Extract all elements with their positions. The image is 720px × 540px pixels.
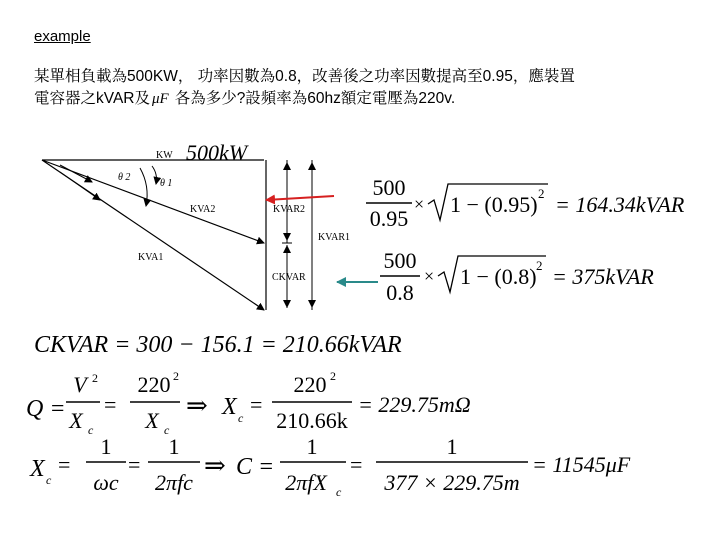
small-arrow-1 (60, 165, 92, 182)
eq1-denominator: 0.95 (369, 206, 409, 231)
eq4-f1-num: V (73, 372, 87, 397)
eq5-f1-den: ωc (93, 470, 119, 495)
eq1-numerator: 500 (372, 175, 406, 200)
equation-ckvar: CKVAR = 300 − 156.1 = 210.66kVAR (34, 332, 402, 358)
eq2-denominator: 0.8 (386, 280, 414, 305)
eq5-implies: ⇒ (204, 451, 226, 480)
eq4-f1-sub: c (88, 423, 94, 437)
microfarad-symbol: μF (151, 91, 169, 107)
kvar1-label: KVAR1 (318, 232, 351, 243)
eq4-eq-a: = (104, 392, 117, 417)
eq5-f2-den: 2πfc (155, 470, 193, 495)
eq4-implies: ⇒ (186, 391, 208, 420)
eq4-f3-den: 210.66k (276, 408, 348, 433)
eq5-xc-sub: c (46, 473, 52, 487)
eq4-f2-sub: c (164, 423, 170, 437)
ckvar-label: CKVAR (272, 272, 306, 283)
eq2-result: = 375kVAR (552, 264, 654, 289)
eq2-exponent: 2 (536, 258, 543, 273)
eq4-eq-b: = (250, 392, 263, 417)
eq5-f4-num: 1 (446, 434, 458, 459)
eq4-f3-exp: 2 (330, 369, 336, 383)
eq5-f1-num: 1 (100, 434, 112, 459)
eq1-radicand: 1 − (0.95) (450, 192, 538, 217)
eq5-eq-a: = (58, 452, 71, 477)
theta1-label: θ 1 (160, 178, 173, 189)
eq4-f2-den: X (145, 408, 159, 433)
theta2-label: θ 2 (118, 172, 131, 183)
eq2-radicand: 1 − (0.8) (460, 264, 537, 289)
theta1-arc (152, 166, 157, 184)
eq1-exponent: 2 (538, 186, 545, 201)
eq5-f2-num: 1 (168, 434, 180, 459)
kw-value: 500kW (186, 140, 248, 165)
kva1-label: KVA1 (138, 252, 164, 263)
eq5-result: = 11545μF (532, 452, 631, 477)
eq2-times: × (424, 266, 435, 286)
small-arrow-2 (60, 172, 100, 200)
eq4-f1-exp: 2 (92, 371, 98, 385)
equation-kvar1 (380, 248, 654, 305)
eq5-f3-num: 1 (306, 434, 318, 459)
eq5-f4-den: 377 × 229.75m (384, 470, 520, 495)
kw-label: KW (156, 150, 173, 161)
eq4-xc: X (222, 394, 237, 420)
problem-line-2b: 各為多少?設頻率為60hz額定電壓為220v. (174, 90, 456, 107)
eq1-result: = 164.34kVAR (555, 192, 685, 217)
eq4-xc-sub: c (238, 411, 244, 425)
eq5-eq-b: = (128, 452, 141, 477)
kva2-label: KVA2 (190, 204, 216, 215)
eq4-f2-num: 220 (137, 372, 171, 397)
eq1-times: × (414, 194, 425, 214)
equation-capacitance (29, 434, 631, 499)
theta2-arc (140, 168, 147, 206)
example-title: example (34, 28, 91, 45)
eq5-xc: X (30, 456, 45, 482)
equation-kvar2 (366, 175, 685, 231)
red-arrow (266, 196, 334, 200)
equation-reactance (26, 369, 471, 437)
eq4-f3-num: 220 (293, 372, 327, 397)
eq4-f1-den: X (69, 408, 83, 433)
kva2-line (42, 160, 264, 243)
eq5-c: C = (236, 454, 275, 480)
eq5-f3-den: 2πfX (285, 470, 327, 495)
eq4-result: = 229.75mΩ (358, 392, 471, 417)
eq2-numerator: 500 (383, 248, 417, 273)
eq4-q: Q = (26, 396, 66, 422)
problem-line-1: 某單相負載為500KW， 功率因數為0.8，改善後之功率因數提高至0.95，應裝置 (34, 68, 575, 85)
kvar2-label: KVAR2 (273, 204, 306, 215)
eq5-f3-sub: c (336, 485, 342, 499)
eq5-eq-c: = (350, 452, 363, 477)
eq4-f2-exp: 2 (173, 369, 179, 383)
problem-line-2a: 電容器之kVAR及 (34, 90, 150, 107)
